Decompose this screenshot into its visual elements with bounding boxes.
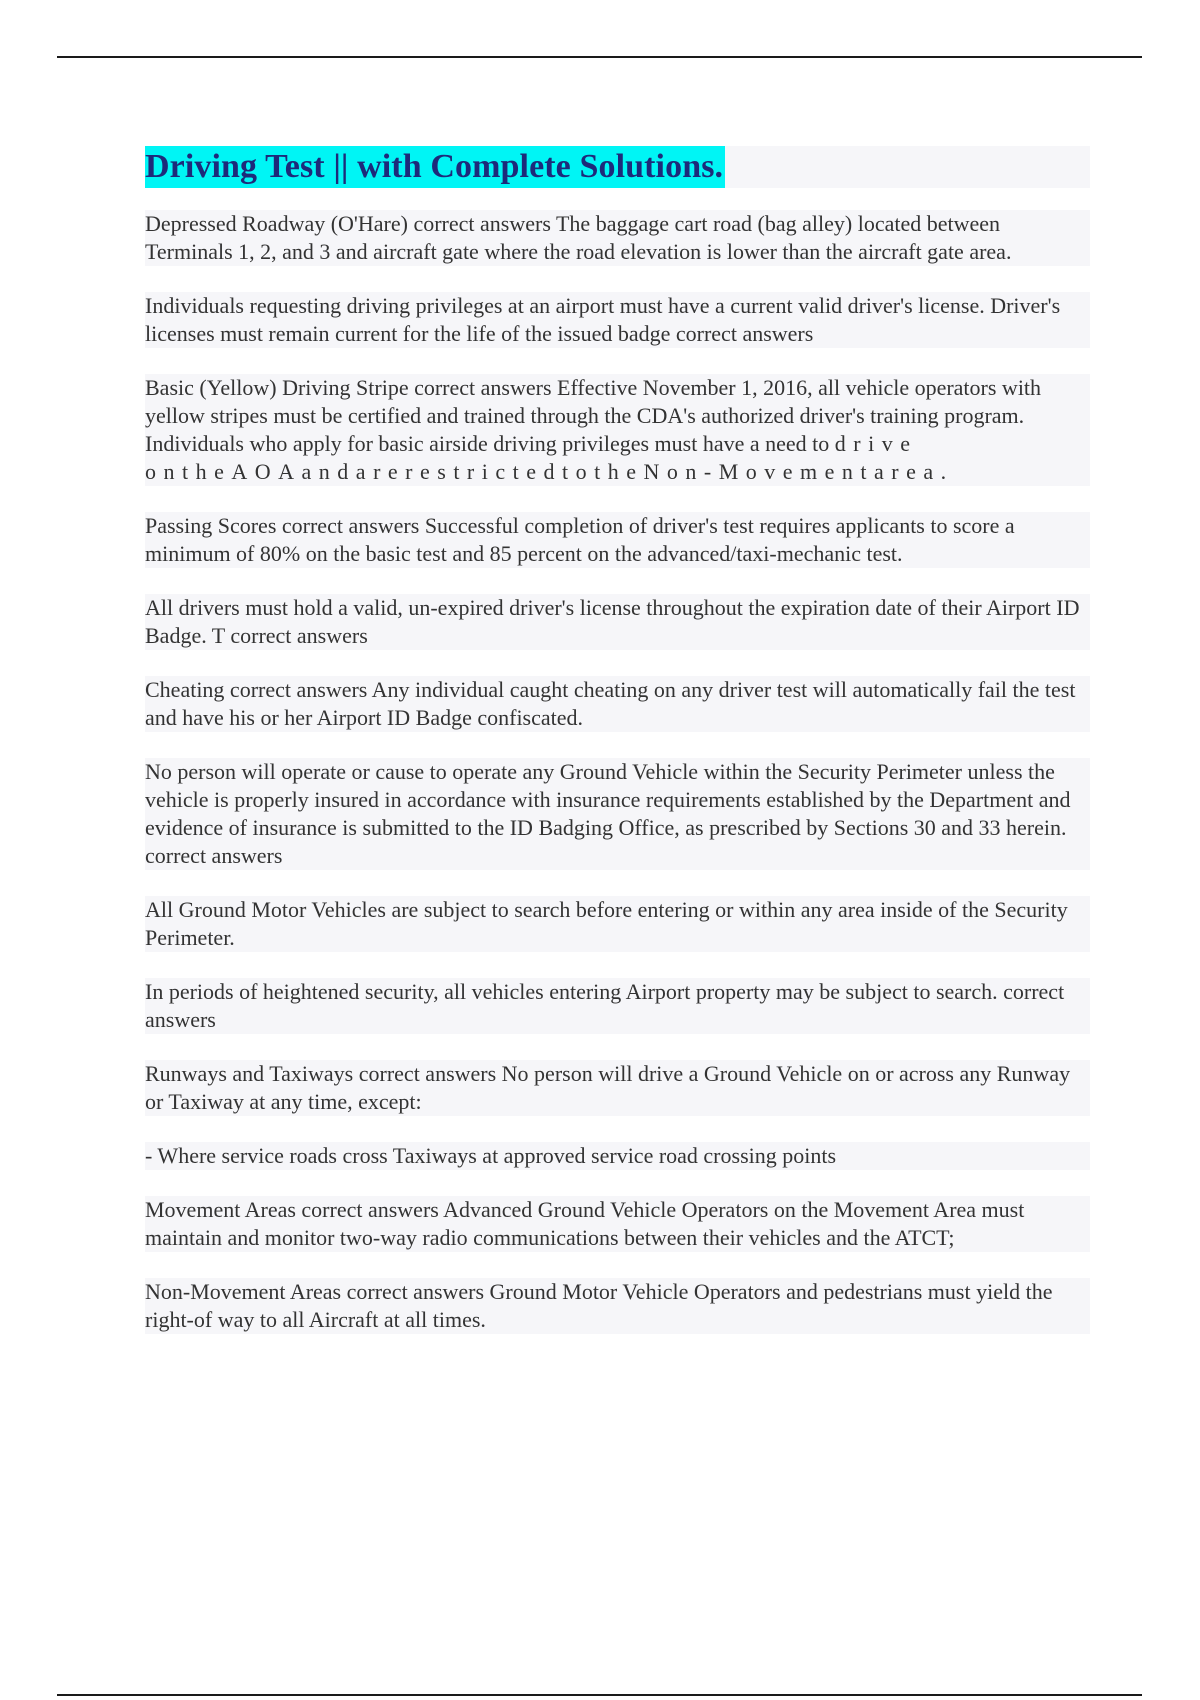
paragraph: In periods of heightened security, all vehicles entering Airport property may be subject to search. correct answers: [145, 978, 1090, 1034]
document-body: [145, 146, 1090, 1360]
paragraph: - Where service roads cross Taxiways at approved service road crossing points: [145, 1142, 1090, 1170]
paragraph: Passing Scores correct answers Successful completion of driver's test requires applicants to score a minimum of 80% on the basic test and 85 percent on the advanced/taxi-mechanic test.: [145, 512, 1090, 568]
paragraph: No person will operate or cause to operate any Ground Vehicle within the Security Perimeter unless the vehicle is properly insured in accordance with insurance requirements established by the Department and evidence of insurance is submitted to the ID Badging Office, as prescribed by Sections 30 and 33 herein. correct answers: [145, 758, 1090, 870]
paragraph: All Ground Motor Vehicles are subject to search before entering or within any area inside of the Security Perimeter.: [145, 896, 1090, 952]
paragraph: [145, 374, 1090, 486]
title-band: [145, 146, 1090, 188]
paragraph: Movement Areas correct answers Advanced Ground Vehicle Operators on the Movement Area must maintain and monitor two-way radio communications between their vehicles and the ATCT;: [145, 1196, 1090, 1252]
paragraph: Non-Movement Areas correct answers Ground Motor Vehicle Operators and pedestrians must yield the right-of way to all Aircraft at all times.: [145, 1278, 1090, 1334]
spaced-text: ontheAOAandarerestrictedtotheNon-Movementarea.: [145, 459, 954, 484]
paragraph: All drivers must hold a valid, un-expired driver's license throughout the expiration date of their Airport ID Badge. T correct answers: [145, 594, 1090, 650]
spaced-text: drive: [834, 431, 918, 456]
paragraph: Cheating correct answers Any individual caught cheating on any driver test will automatically fail the test and have his or her Airport ID Badge confiscated.: [145, 676, 1090, 732]
top-rule: [57, 56, 1142, 58]
paragraph: Runways and Taxiways correct answers No person will drive a Ground Vehicle on or across any Runway or Taxiway at any time, except:: [145, 1060, 1090, 1116]
paragraph: Depressed Roadway (O'Hare) correct answers The baggage cart road (bag alley) located between Terminals 1, 2, and 3 and aircraft gate where the road elevation is lower than the aircraft gate area.: [145, 210, 1090, 266]
paragraph: Individuals requesting driving privileges at an airport must have a current valid driver's license. Driver's licenses must remain current for the life of the issued badge correct answers: [145, 292, 1090, 348]
paragraph-text: Basic (Yellow) Driving Stripe correct answers Effective November 1, 2016, all vehicle operators with yellow stripes must be certified and trained through the CDA's authorized driver's training program. Individuals who apply for basic airside driving privileges must have a need to: [145, 375, 1042, 456]
page-title: Driving Test || with Complete Solutions.: [145, 146, 725, 188]
bottom-rule: [57, 1694, 1142, 1696]
